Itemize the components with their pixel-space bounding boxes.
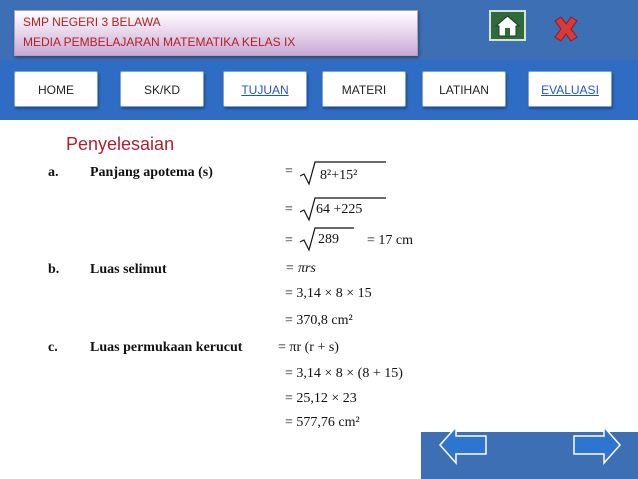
page-title: Penyelesaian — [66, 134, 175, 154]
house-icon — [491, 12, 524, 39]
media-subtitle: MEDIA PEMBELAJARAN MATEMATIKA KELAS IX — [23, 35, 296, 49]
item-b-line1: = πrs — [285, 261, 316, 276]
nav-bar — [0, 60, 638, 120]
item-a-label: Panjang apotema (s) — [90, 165, 213, 180]
prev-button[interactable] — [438, 423, 488, 467]
item-b-line3: = 370,8 cm² — [285, 313, 353, 328]
next-button[interactable] — [572, 423, 622, 467]
nav-skkd[interactable] — [120, 71, 204, 107]
equals-sign: = — [285, 202, 293, 217]
school-name: SMP NEGERI 3 BELAWA — [23, 15, 161, 29]
nav-home-label: HOME — [38, 83, 74, 97]
item-a-line3-result: = 17 cm — [367, 233, 413, 248]
nav-latihan[interactable] — [422, 71, 506, 107]
item-c-line4: = 577,76 cm² — [285, 415, 360, 430]
equals-sign: = — [285, 233, 293, 248]
equals-sign: = — [285, 164, 293, 179]
nav-evaluasi-label: EVALUASI — [541, 83, 599, 97]
nav-materi-label: MATERI — [341, 83, 387, 97]
item-a-letter: a. — [48, 165, 59, 180]
nav-latihan-label: LATIHAN — [439, 83, 489, 97]
x-icon — [551, 15, 581, 43]
item-a-line3: 289 — [318, 232, 339, 247]
item-a-line2: 64 +225 — [316, 202, 363, 217]
title-box — [14, 10, 418, 56]
item-a-line1: 8²+15² — [320, 168, 358, 183]
nav-materi[interactable] — [322, 71, 406, 107]
right-arrow-icon — [572, 423, 622, 467]
nav-home[interactable] — [14, 71, 98, 107]
item-b-label: Luas selimut — [90, 262, 167, 277]
item-c-line1: = πr (r + s) — [278, 340, 339, 355]
item-c-line3: = 25,12 × 23 — [285, 391, 357, 406]
nav-skkd-label: SK/KD — [143, 83, 180, 97]
item-c-line2: = 3,14 × 8 × (8 + 15) — [285, 366, 403, 381]
close-button[interactable] — [551, 15, 581, 43]
nav-evaluasi[interactable] — [528, 71, 612, 107]
nav-tujuan[interactable] — [223, 71, 307, 107]
item-c-label: Luas permukaan kerucut — [90, 340, 243, 355]
item-b-line2: = 3,14 × 8 × 15 — [285, 286, 372, 301]
top-bar — [0, 0, 638, 60]
solution-content — [0, 120, 638, 479]
nav-tujuan-label: TUJUAN — [241, 83, 289, 97]
home-button[interactable] — [489, 10, 526, 41]
left-arrow-icon — [438, 423, 488, 467]
item-b-letter: b. — [48, 262, 60, 277]
item-c-letter: c. — [48, 340, 58, 355]
